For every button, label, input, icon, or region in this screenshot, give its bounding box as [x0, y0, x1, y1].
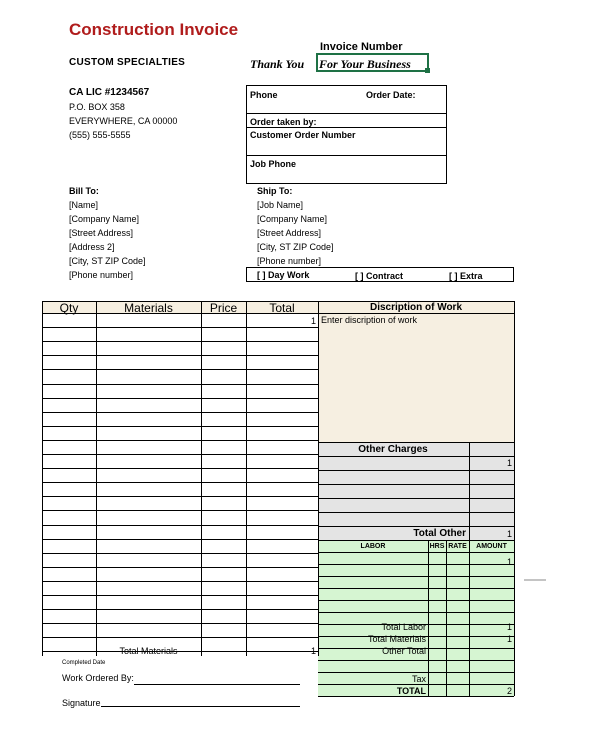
work-ordered-label: Work Ordered By:: [62, 673, 134, 683]
ship-to-city: [City, ST ZIP Code]: [257, 242, 334, 252]
ship-to-phone: [Phone number]: [257, 256, 322, 266]
rate-header: RATE: [448, 543, 467, 550]
customer-order-label: Customer Order Number: [250, 130, 356, 140]
company-name: CUSTOM SPECIALTIES: [69, 57, 186, 68]
other-total-label: Other Total: [382, 646, 426, 656]
amount-header: AMOUNT: [476, 543, 507, 550]
total-materials-value: 1: [310, 646, 316, 656]
total-labor-label: Total Labor: [381, 622, 426, 632]
day-work-checkbox[interactable]: [ ] Day Work: [257, 270, 310, 280]
labor-header: LABOR: [360, 543, 386, 550]
labor-first-amount: 1: [506, 557, 512, 567]
grand-total-value: 2: [506, 686, 512, 696]
thank-you-text: Thank You: [250, 57, 305, 71]
grand-total-label: TOTAL: [396, 686, 426, 696]
materials-first-total: 1: [310, 316, 316, 326]
other-charges-first-value: 1: [506, 458, 512, 468]
total-other-label: Total Other: [413, 528, 466, 539]
bill-to-street: [Street Address]: [69, 228, 134, 238]
license-number: CA LIC #1234567: [69, 87, 150, 98]
qty-header: Qty: [59, 301, 79, 315]
bill-to-city: [City, ST ZIP Code]: [69, 256, 146, 266]
materials-header: Materials: [124, 301, 173, 315]
other-charges-header: Other Charges: [358, 444, 428, 455]
contractor-phone: (555) 555-5555: [69, 130, 131, 140]
job-phone-label: Job Phone: [250, 159, 297, 169]
bill-to-phone: [Phone number]: [69, 270, 134, 280]
total-other-value: 1: [506, 529, 512, 539]
ship-to-label: Ship To:: [257, 186, 293, 196]
extra-checkbox[interactable]: [ ] Extra: [449, 271, 483, 281]
description-header: Discription of Work: [369, 302, 463, 313]
bill-to-label: Bill To:: [69, 186, 99, 196]
total-materials-label: Total Materials: [119, 646, 178, 656]
description-placeholder[interactable]: Enter discription of work: [321, 315, 418, 325]
ship-to-company: [Company Name]: [257, 214, 328, 224]
total-labor-value: 1: [506, 622, 512, 632]
ship-to-job: [Job Name]: [257, 200, 304, 210]
total-header: Total: [269, 301, 295, 315]
address-line-1: P.O. BOX 358: [69, 102, 125, 112]
bill-to-name: [Name]: [69, 200, 99, 210]
summary-total-materials-label: Total Materials: [367, 634, 426, 644]
hrs-header: HRS: [429, 543, 445, 550]
thank-you-text-2: For Your Business: [319, 57, 411, 71]
bill-to-address2: [Address 2]: [69, 242, 115, 252]
summary-total-materials-value: 1: [506, 634, 512, 644]
invoice-number-label: Invoice Number: [320, 41, 403, 53]
tax-label: Tax: [411, 674, 426, 684]
order-date-label: Order Date:: [366, 90, 416, 100]
ship-to-street: [Street Address]: [257, 228, 322, 238]
signature-label: Signature: [62, 698, 101, 708]
price-header: Price: [209, 301, 238, 315]
order-taken-label: Order taken by:: [250, 117, 317, 127]
bill-to-company: [Company Name]: [69, 214, 140, 224]
phone-label: Phone: [250, 90, 278, 100]
completed-date-label: Completed Date: [62, 660, 106, 666]
invoice-title: Construction Invoice: [69, 20, 239, 39]
address-line-2: EVERYWHERE, CA 00000: [69, 116, 178, 126]
contract-checkbox[interactable]: [ ] Contract: [355, 271, 403, 281]
